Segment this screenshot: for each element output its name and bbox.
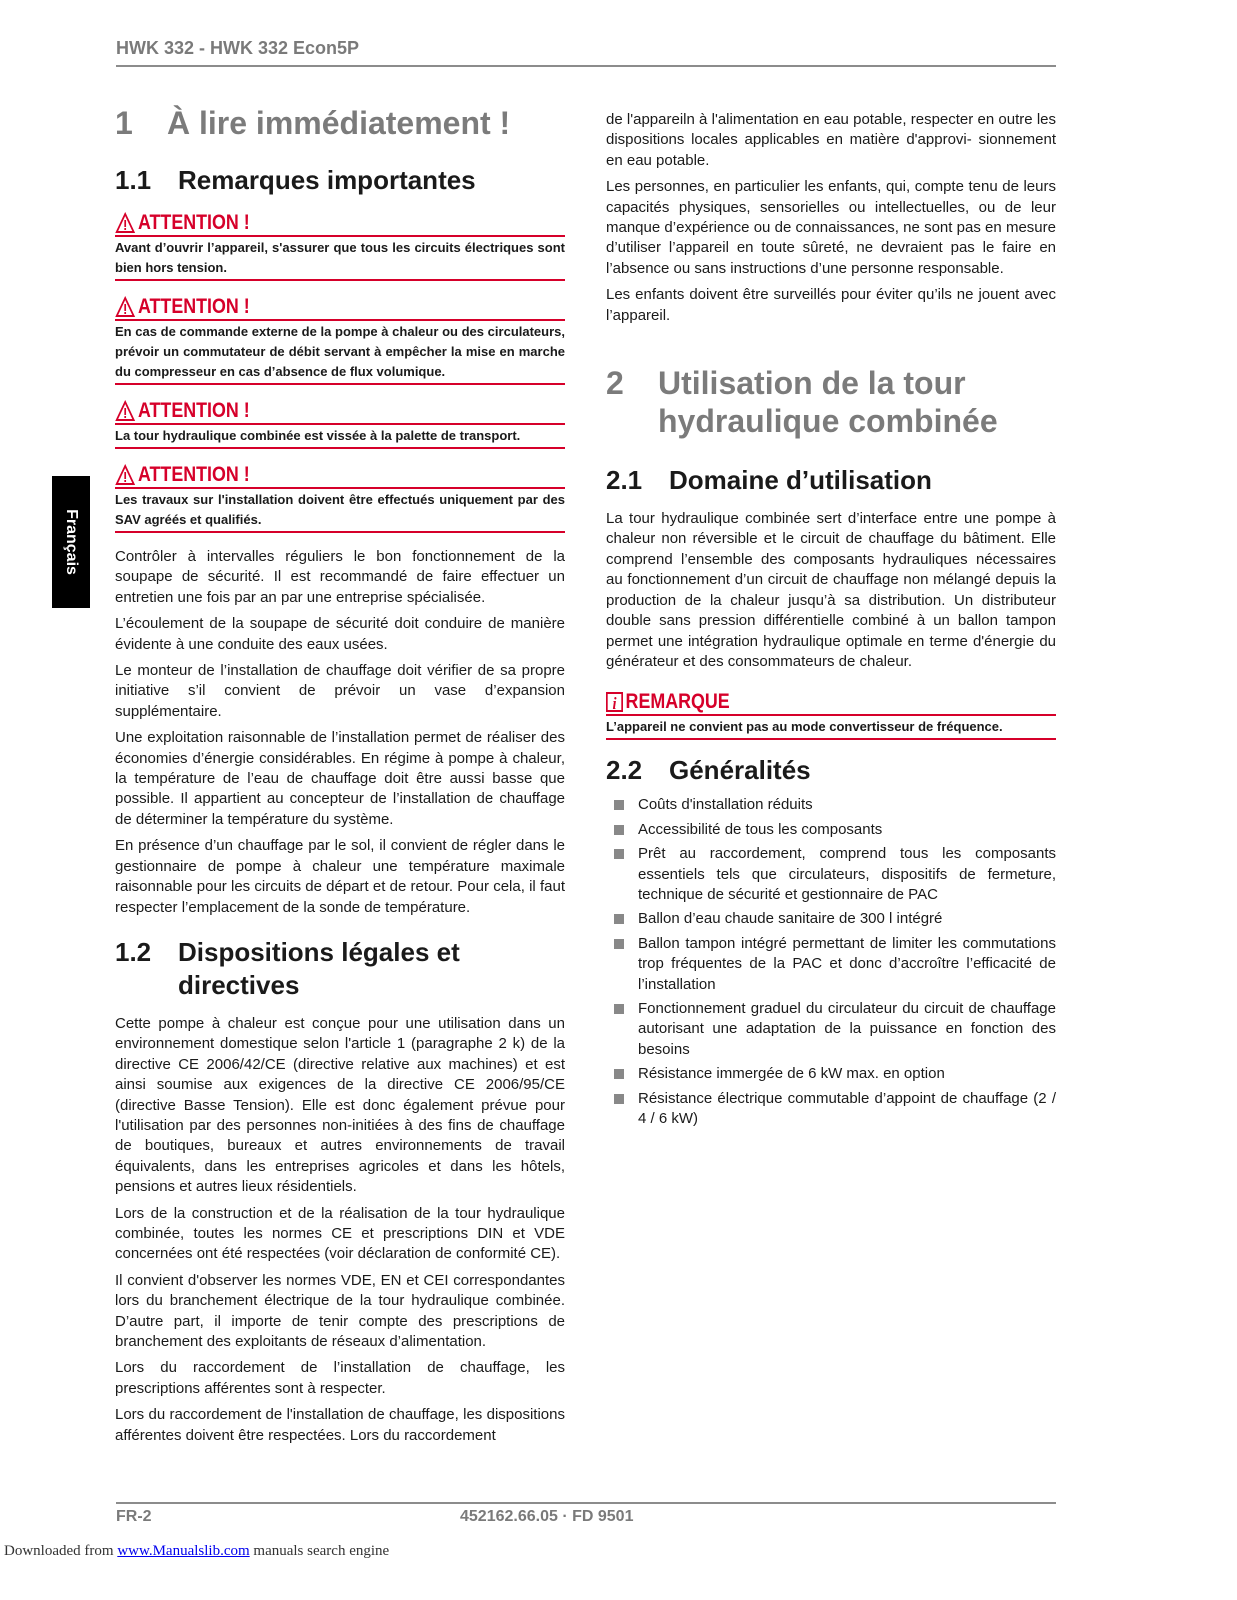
warning-block — [115, 211, 565, 281]
warning-triangle-icon — [115, 464, 135, 486]
note-block — [606, 690, 1056, 740]
list-item-text: Accessibilité de tous les composants — [638, 820, 883, 838]
list-item — [606, 909, 1056, 929]
bullet-square-icon — [614, 914, 624, 924]
section-title: Domaine d’utilisation — [669, 465, 932, 496]
chapter-title: À lire immédiatement ! — [167, 105, 511, 141]
chapter-1-heading — [115, 104, 565, 142]
chapter-number: 2 — [606, 365, 624, 402]
body-paragraph: Cette pompe à chaleur est conçue pour une utilisation dans un environnement domestique selon l'article 1 (paragraphe 2 k) de la directive CE 2006/42/CE (directive relative aux machines) et est ainsi soumise aux exigences de la directive CE 2006/95/CE (directive Basse Tension). Elle est donc également prévue pour l'utilisation par des personnes non-initiées à des fins de chauffage de boutiques, bureaux et autres environnements de travail équivalents, dans les entreprises agricoles et dans les hôtels, pensions et autres lieux résidentiels. — [115, 1014, 565, 1196]
footer-rule — [116, 1502, 1056, 1504]
bullet-square-icon — [614, 1004, 624, 1014]
section-title: Généralités — [669, 755, 811, 786]
section-1-2-heading — [115, 936, 565, 1002]
list-item — [606, 934, 1056, 995]
download-notice — [4, 1543, 389, 1560]
bullet-square-icon — [614, 825, 624, 835]
warning-triangle-icon — [115, 296, 135, 318]
warning-text: En cas de commande externe de la pompe à chaleur ou des circulateurs, prévoir un commutateur de débit servant à empêcher la mise en marche du compresseur en cas d’absence de flux volumique. — [115, 324, 565, 379]
list-item-text: Résistance électrique commutable d’appoint de chauffage (2 / 4 / 6 kW) — [638, 1089, 1056, 1127]
warning-title-text: ATTENTION ! — [137, 399, 250, 422]
note-rule-bottom — [606, 738, 1056, 740]
download-prefix: Downloaded from — [4, 1543, 114, 1559]
body-paragraph: Le monteur de l’installation de chauffage doit vérifier de sa propre initiative s’il convient de prévoir un vase d’expansion supplémentaire. — [115, 662, 565, 720]
note-title-text: REMARQUE — [625, 690, 730, 714]
warning-title — [115, 399, 498, 423]
chapter-2-heading — [606, 364, 1056, 440]
warning-text: La tour hydraulique combinée est vissée à la palette de transport. — [115, 428, 521, 443]
warning-title — [115, 211, 498, 235]
body-paragraph: Il convient d'observer les normes VDE, EN et CEI correspondantes lors du branchement électrique de la tour hydraulique combinée. D’autre part, il importe de tenir compte des prescriptions de branchement des exploitants de réseaux d’alimentation. — [115, 1271, 565, 1350]
body-paragraph: L’écoulement de la soupape de sécurité doit conduire de manière évidente à une conduite des eaux usées. — [115, 615, 565, 653]
document-reference: 452162.66.05 · FD 9501 — [460, 1508, 634, 1525]
list-item — [606, 999, 1056, 1060]
warning-rule-bottom — [115, 447, 565, 449]
warning-rule-bottom — [115, 531, 565, 533]
warning-title — [115, 463, 498, 487]
body-paragraph: Lors du raccordement de l'installation de chauffage, les dispositions afférentes doivent être respectées. Lors du raccordement — [115, 1406, 565, 1444]
header-rule — [116, 65, 1056, 67]
list-item-text: Prêt au raccordement, comprend tous les composants essentiels tels que circulateurs, dispositifs de fermeture, technique de sécurité et gestionnaire de PAC — [638, 845, 1056, 903]
language-label: Français — [63, 509, 80, 575]
body-paragraph: La tour hydraulique combinée sert d’interface entre une pompe à chaleur non réversible et le circuit de chauffage du bâtiment. Elle comprend l’ensemble des composants hydrauliques nécessaires au fonctionnement d’un circuit de chauffage non mélangé depuis la production de la chaleur jusqu’à sa distribution. Un distributeur double sans pression différentielle combiné à un ballon tampon permet une intégration hydraulique optimale en terme d'énergie du générateur et des consommateurs de chaleur. — [606, 510, 1056, 670]
section-1-1-heading — [115, 164, 565, 197]
body-paragraph: Contrôler à intervalles réguliers le bon fonctionnement de la soupape de sécurité. Il est recommandé de faire effectuer un entretien une fois par an par une entreprise spécialisée. — [115, 548, 565, 606]
section-title: Remarques importantes — [178, 165, 476, 195]
warning-title — [115, 295, 498, 319]
list-item — [606, 1089, 1056, 1130]
features-list — [606, 795, 1056, 1129]
chapter-title: Utilisation de la tour hydraulique combinée — [658, 365, 998, 440]
warning-triangle-icon — [115, 400, 135, 422]
warning-block — [115, 295, 565, 385]
warning-title-text: ATTENTION ! — [137, 463, 250, 486]
warning-triangle-icon — [115, 212, 135, 234]
list-item — [606, 820, 1056, 840]
info-icon: i — [606, 692, 623, 712]
warning-rule-bottom — [115, 279, 565, 281]
bullet-square-icon — [614, 1094, 624, 1104]
body-paragraph: Lors du raccordement de l’installation de chauffage, les prescriptions afférentes sont à respecter. — [115, 1359, 565, 1397]
warning-rule-bottom — [115, 383, 565, 385]
warning-block — [115, 399, 565, 449]
list-item — [606, 844, 1056, 905]
list-item-text: Résistance immergée de 6 kW max. en option — [638, 1065, 945, 1083]
bullet-square-icon — [614, 800, 624, 810]
section-number: 1.1 — [115, 165, 152, 195]
list-item-text: Coûts d'installation réduits — [638, 796, 813, 814]
warning-text: Les travaux sur l'installation doivent être effectués uniquement par des SAV agréés et qualifiés. — [115, 492, 565, 527]
section-2-2-heading — [606, 754, 1056, 787]
list-item — [606, 795, 1056, 815]
body-paragraph: Les personnes, en particulier les enfants, qui, compte tenu de leurs capacités physiques, sensorielles ou intellectuelles, ou de leur manque d’expérience ou de connaissances, ne sont pas en mesure d’utiliser l’appareil en toute sûreté, ne devraient pas le faire en l’absence ou sans instructions d’une personne responsable. — [606, 178, 1056, 277]
section-2-1-heading — [606, 464, 1056, 497]
bullet-square-icon — [614, 849, 624, 859]
body-paragraph: En présence d’un chauffage par le sol, il convient de régler dans le gestionnaire de pompe à chaleur une température maximale raisonnable pour les circuits de départ et de retour. Pour cela, il faut respecter l’emplacement de la sonde de température. — [115, 837, 565, 916]
body-paragraph: Lors de la construction et de la réalisation de la tour hydraulique combinée, toutes les normes CE et prescriptions DIN et VDE concernées ont été respectées (voir déclaration de conformité CE). — [115, 1204, 565, 1263]
right-column — [606, 110, 1056, 1133]
body-paragraph: Une exploitation raisonnable de l’installation permet de réaliser des économies d’énergie considérables. En régime à pompe à chaleur, la température de l’eau de chauffage doit être aussi basse que possible. Il appartient au concepteur de l’installation de chauffage de déterminer la température du système. — [115, 729, 565, 828]
section-number: 2.1 — [606, 465, 643, 496]
manualslib-link[interactable]: www.Manualslib.com — [117, 1543, 250, 1559]
chapter-number: 1 — [115, 105, 133, 141]
body-paragraph: de l'appareiln à l'alimentation en eau potable, respecter en outre les dispositions locales applicables en matière d'approvi- sionnement en eau potable. — [606, 111, 1056, 169]
section-number: 2.2 — [606, 755, 643, 786]
note-title — [606, 690, 989, 714]
bullet-square-icon — [614, 1069, 624, 1079]
list-item-text: Ballon tampon intégré permettant de limiter les commutations trop fréquentes de la PAC et donc d’accroître l’efficacité de l’installation — [638, 934, 1056, 993]
warning-block — [115, 463, 565, 533]
warning-title-text: ATTENTION ! — [137, 211, 250, 234]
download-suffix: manuals search engine — [253, 1543, 390, 1559]
section-title: Dispositions légales et directives — [178, 936, 460, 1000]
warning-title-text: ATTENTION ! — [137, 295, 250, 318]
list-item-text: Ballon d’eau chaude sanitaire de 300 l intégré — [638, 910, 943, 928]
list-item-text: Fonctionnement graduel du circulateur du circuit de chauffage autorisant une adaptation de la puissance en fonction des besoins — [638, 999, 1056, 1058]
page-number: FR-2 — [116, 1508, 152, 1525]
bullet-square-icon — [614, 939, 624, 949]
warning-text: Avant d’ouvrir l’appareil, s'assurer que tous les circuits électriques sont bien hors tension. — [115, 240, 565, 275]
header-title: HWK 332 - HWK 332 Econ5P — [116, 38, 360, 58]
body-paragraph: Les enfants doivent être surveillés pour éviter qu’ils ne jouent avec l’appareil. — [606, 286, 1056, 324]
left-column — [115, 104, 565, 1452]
language-side-tab — [52, 476, 90, 608]
section-number: 1.2 — [115, 936, 152, 967]
list-item — [606, 1064, 1056, 1084]
note-text: L’appareil ne convient pas au mode convertisseur de fréquence. — [606, 719, 1003, 735]
